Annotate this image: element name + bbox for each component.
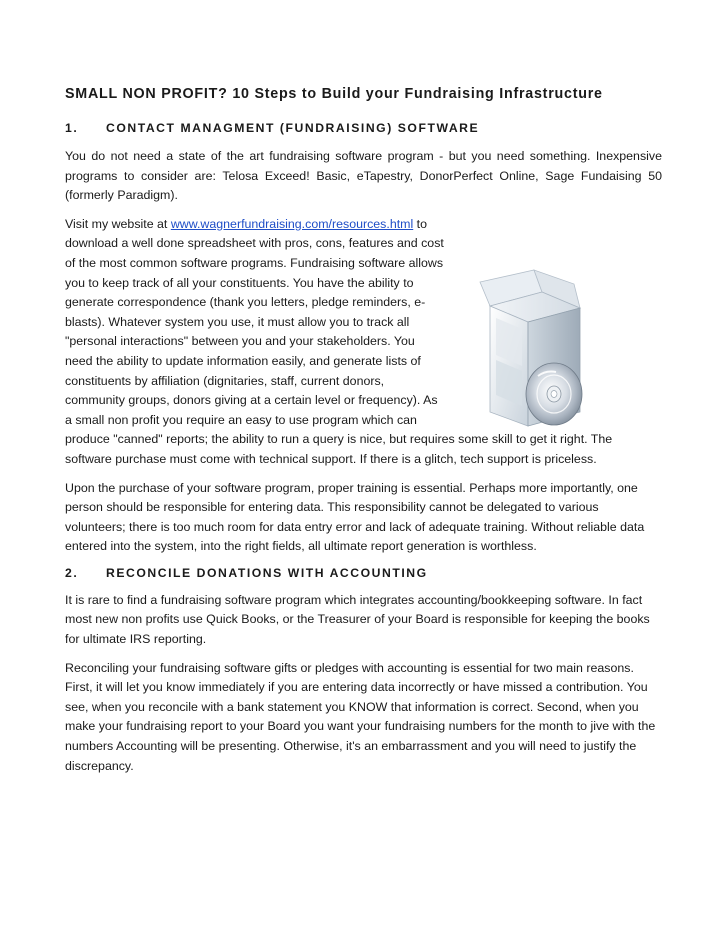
section-1-paragraph-3: Upon the purchase of your software program, proper training is essential. Perhaps more importantly, one person should be responsible for entering data. This responsibility cannot be delegated to various volunteers; there is too much room for data entry error and lack of adequate training. Without reliable data entered into the system, into the right fields, all ultimate report generation is worthless. [65,480,645,554]
para2-line-9: community groups, donors giving at a certain level or frequency). As [65,393,438,408]
section-2-heading [65,566,662,580]
section-2-paragraph-2: Reconciling your fundraising software gifts or pledges with accounting is essential for two main reasons. First, it will let you know immediately if you are entering data incorrectly or have missed a contribution. You see, when you reconcile with a bank statement you KNOW that information is correct. Second, when you make your fundraising report to your Board you want your fundraising numbers for the month to jive with the numbers Accounting will be presenting. Otherwise, it's an embarrassment and you will need to justify the discrepancy. [65,660,656,773]
software-box-cd-icon [476,266,588,434]
document-title: SMALL NON PROFIT? 10 Steps to Build your Fundraising Infrastructure [65,86,603,102]
resources-link[interactable]: www.wagnerfundraising.com/resources.html [170,216,414,231]
para2-line-12: software purchase must come with technical support. If there is a glitch, tech support is priceless. [65,451,597,466]
para2-line-10: a small non profit you require an easy to use program which can [65,412,417,427]
section-2-number: 2. [65,565,79,580]
para2-link-prefix: Visit my website at [65,216,171,231]
para2-line-1: download a well done spreadsheet with pros, cons, features and cost [65,236,444,251]
para2-line-6: "personal interactions" between you and your stakeholders. You [65,334,415,349]
section-1-title: CONTACT MANAGMENT (FUNDRAISING) SOFTWARE [106,121,480,135]
section-1-number: 1. [65,121,79,135]
section-2-paragraph-1: It is rare to find a fundraising software program which integrates accounting/bookkeeping software. In fact most new non profits use Quick Books, or the Treasurer of your Board is responsible for keeping the books for ultimate IRS reporting. [65,592,650,647]
para2-line-7: need the ability to update information easily, and generate lists of [65,353,421,368]
para2-line-5: blasts). Whatever system you use, it must allow you to track all [65,314,410,329]
para2-line-2: of the most common software programs. Fundraising software allows [65,255,444,270]
section-1-paragraph-1: You do not need a state of the art fundraising software program - but you need something. Inexpensive programs to consider are: Telosa Exceed! Basic, eTapestry, DonorPerfect Online, Sage Fundaising 50 (formerly Paradigm). [65,149,662,203]
para2-line-8: constituents by affiliation (dignitaries, staff, current donors, [65,373,385,388]
para2-line-4: generate correspondence (thank you letters, pledge reminders, e- [65,295,426,310]
para2-line-3: you to keep track of all your constituents. You have the ability to [65,275,414,290]
para2-line-0-tail: to [413,216,428,231]
para2-line-11: produce "canned" reports; the ability to run a query is nice, but requires some skill to get it right. The [65,432,613,447]
section-2-title: RECONCILE DONATIONS WITH ACCOUNTING [106,565,428,580]
section-1-heading [65,121,662,135]
para2-line-0 [65,215,460,235]
